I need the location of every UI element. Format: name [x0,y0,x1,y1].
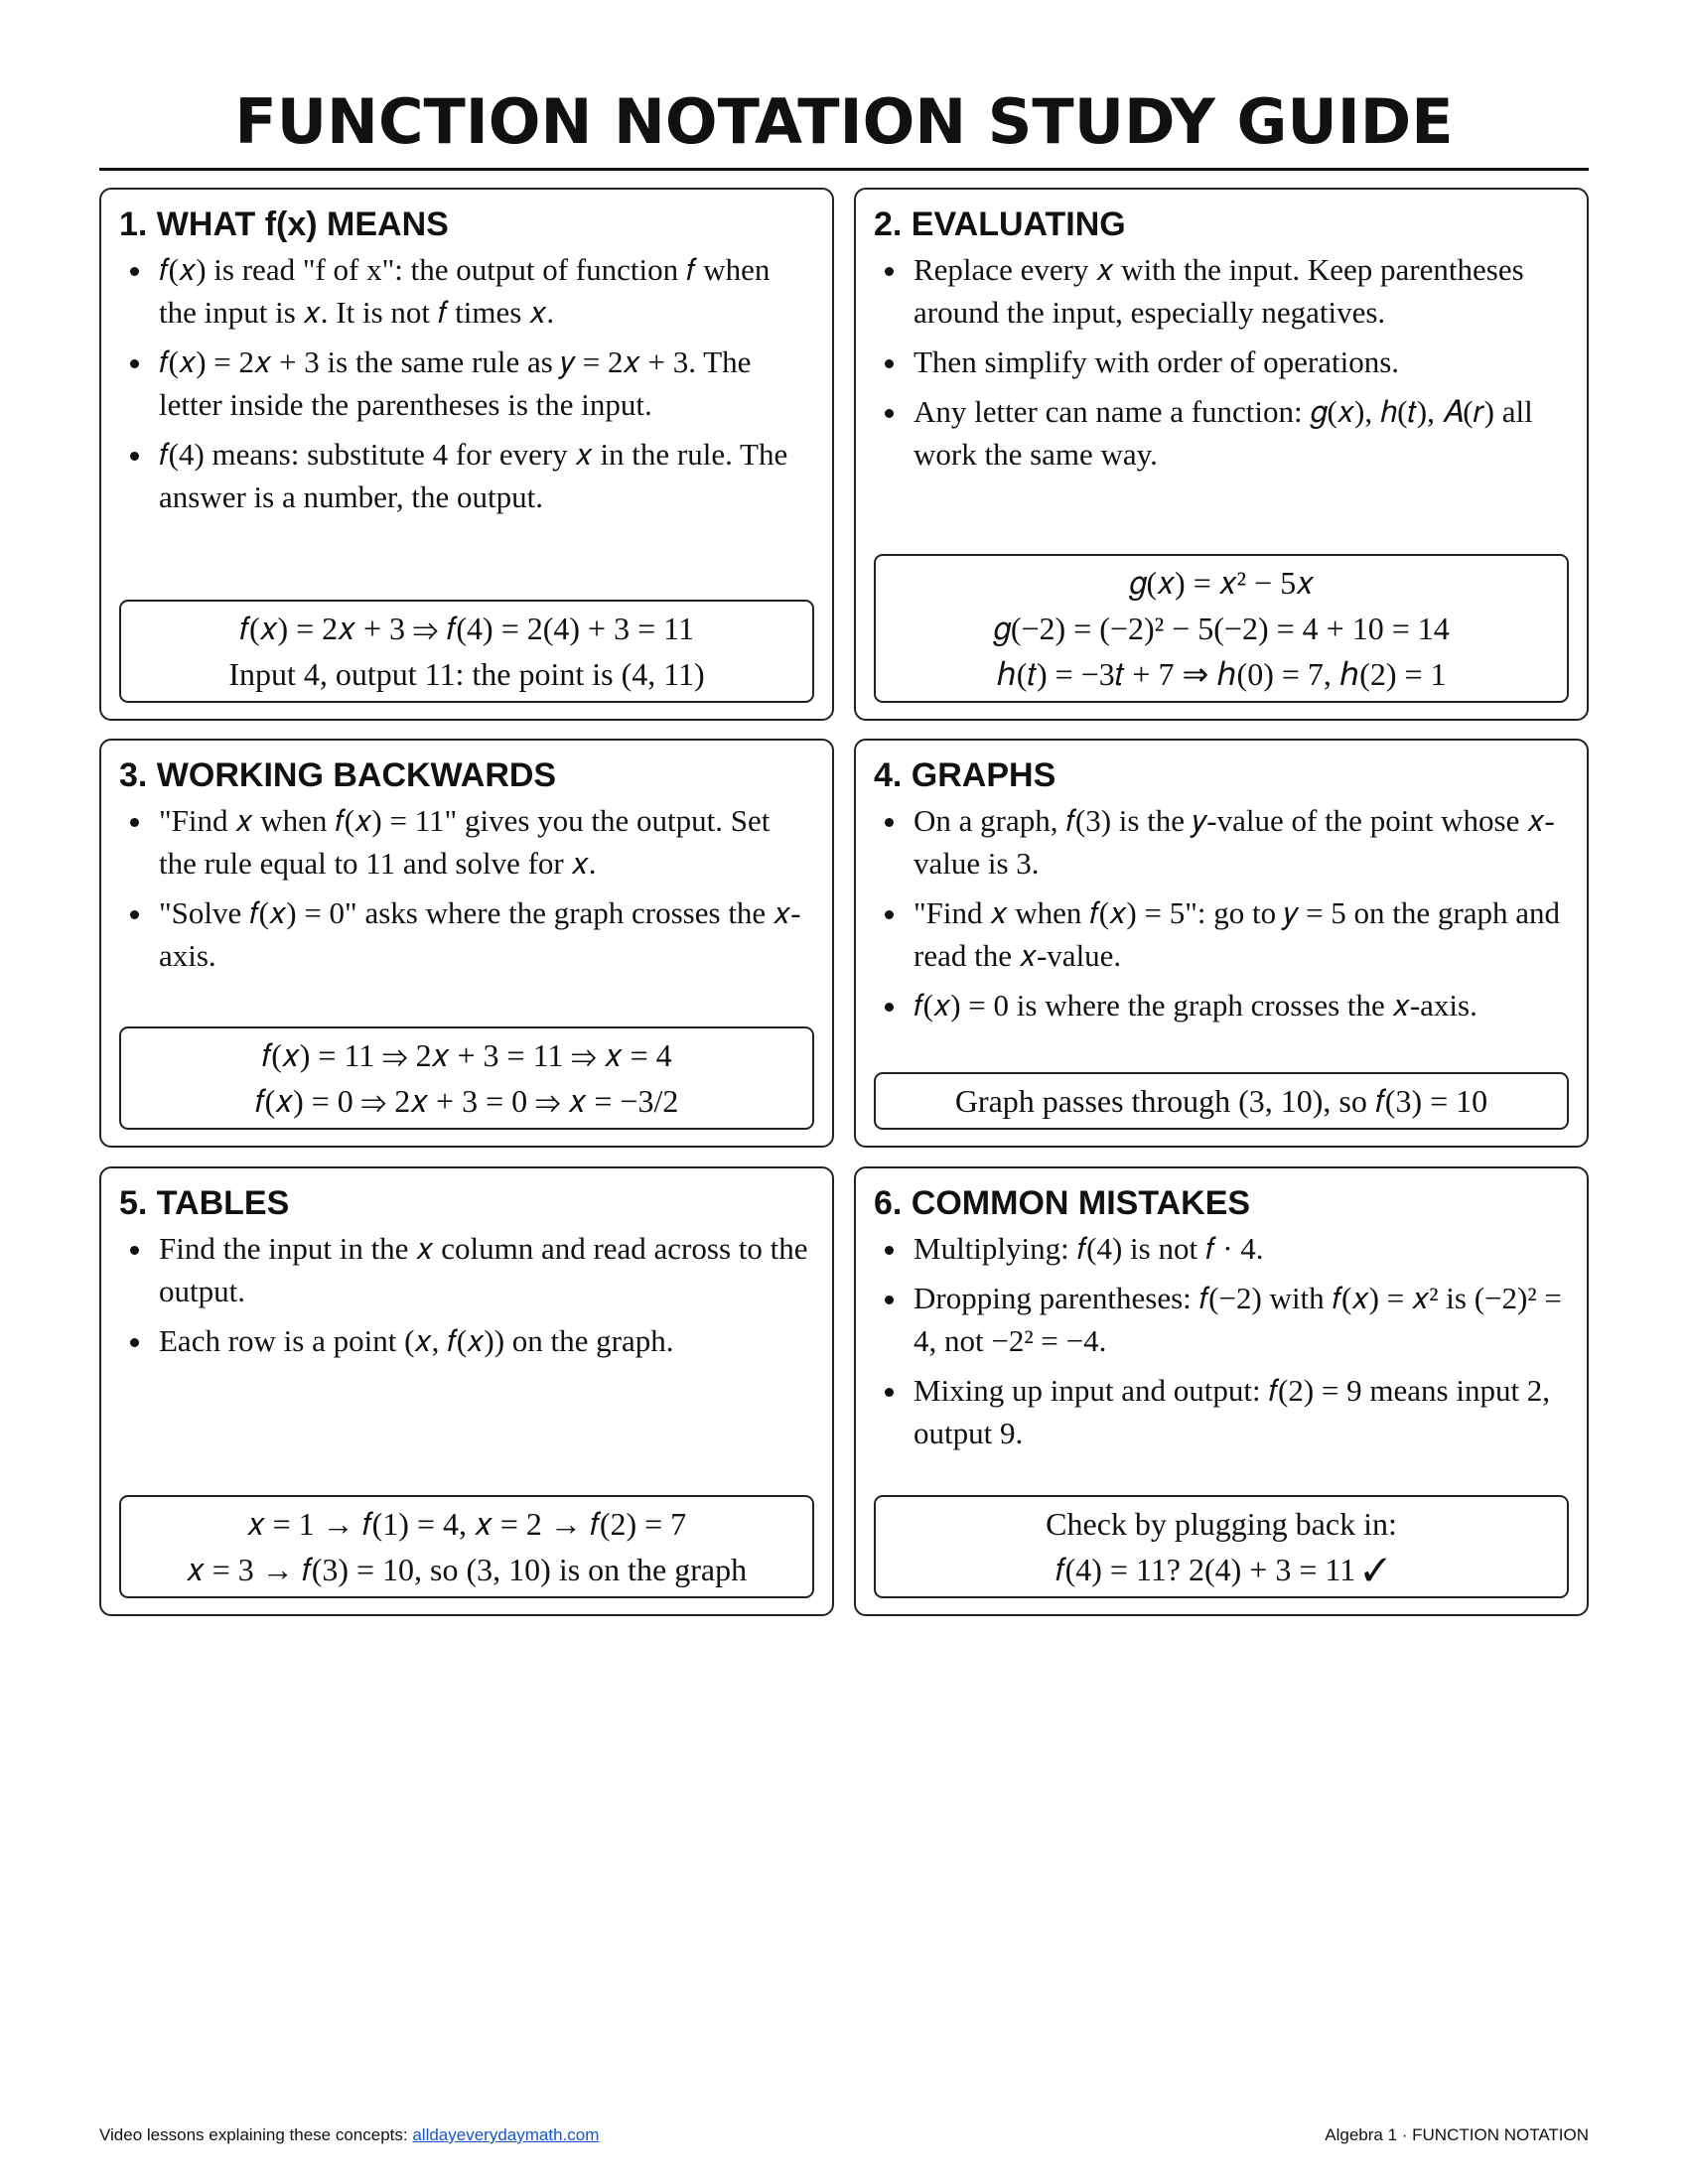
bullet-item: • Each row is a point (𝑥, 𝑓(𝑥)) on the graph. [155,1319,814,1362]
footer-right: Algebra 1 · FUNCTION NOTATION [1325,2125,1589,2144]
example-box [119,1026,814,1130]
bullet-list [119,1227,814,1362]
bullet-item: • "Solve 𝑓(𝑥) = 0" asks where the graph crosses the 𝑥-axis. [155,891,814,977]
section-tables [99,1166,834,1616]
bullet-item: • Any letter can name a function: 𝑔(𝑥), ℎ(𝑡), 𝐴(𝑟) all work the same way. [910,390,1569,476]
example-line: 𝑔(−2) = (−2)² − 5(−2) = 4 + 10 = 14 [993,611,1450,646]
example-line: 𝑓(4) = 11? 2(4) + 3 = 11 ✓ [1055,1552,1388,1587]
section-evaluating [854,188,1589,721]
example-line: 𝑓(𝑥) = 11 ⇒ 2𝑥 + 3 = 11 ⇒ 𝑥 = 4 [261,1037,672,1073]
bullet-list [874,1227,1569,1454]
bullet-list [119,799,814,977]
example-line: ℎ(𝑡) = −3𝑡 + 7 ⇒ ℎ(0) = 7, ℎ(2) = 1 [996,656,1447,692]
bullet-item: • 𝑓(𝑥) is read "f of x": the output of function 𝑓 when the input is 𝑥. It is not 𝑓 times 𝑥. [155,248,814,334]
bullet-item: • 𝑓(𝑥) = 2𝑥 + 3 is the same rule as 𝑦 = 2𝑥 + 3. The letter inside the parentheses is the input. [155,341,814,426]
bullet-list [874,799,1569,1026]
section-common-mistakes [854,1166,1589,1616]
bullet-item: • Mixing up input and output: 𝑓(2) = 9 means input 2, output 9. [910,1369,1569,1454]
title-divider [99,168,1589,171]
bullet-item: • Replace every 𝑥 with the input. Keep parentheses around the input, especially negatives. [910,248,1569,334]
example-box [119,600,814,703]
bullet-item: • 𝑓(𝑥) = 0 is where the graph crosses the 𝑥-axis. [910,984,1569,1026]
section-what-fx-means [99,188,834,721]
example-box [874,1072,1569,1130]
section-heading: 3. WORKING BACKWARDS [119,756,557,794]
bullet-item: • Then simplify with order of operations. [910,341,1569,383]
example-line: 𝑥 = 3 → 𝑓(3) = 10, so (3, 10) is on the graph [186,1552,748,1587]
section-heading: 5. TABLES [119,1184,290,1222]
example-line: 𝑓(𝑥) = 0 ⇒ 2𝑥 + 3 = 0 ⇒ 𝑥 = −3/2 [254,1083,679,1119]
section-graphs [854,739,1589,1148]
bullet-item: • 𝑓(4) means: substitute 4 for every 𝑥 in the rule. The answer is a number, the output. [155,433,814,518]
example-box [874,1495,1569,1598]
bullet-item: • Find the input in the 𝑥 column and read across to the output. [155,1227,814,1312]
example-line: Check by plugging back in: [1046,1506,1397,1542]
section-heading: 4. GRAPHS [874,756,1056,794]
bullet-item: • Dropping parentheses: 𝑓(−2) with 𝑓(𝑥) = 𝑥² is (−2)² = 4, not −2² = −4. [910,1277,1569,1362]
example-line: 𝑔(𝑥) = 𝑥² − 5𝑥 [1128,565,1315,601]
footer-left [99,2125,599,2145]
bullet-item: • Multiplying: 𝑓(4) is not 𝑓 · 4. [910,1227,1569,1270]
page-title: FUNCTION NOTATION STUDY GUIDE [234,85,1454,158]
footer-text: Video lessons explaining these concepts: [99,2125,413,2144]
section-heading: 1. WHAT f(x) MEANS [119,205,449,243]
bullet-item: • "Find 𝑥 when 𝑓(𝑥) = 5": go to 𝑦 = 5 on the graph and read the 𝑥-value. [910,891,1569,977]
example-line: Graph passes through (3, 10), so 𝑓(3) = 10 [954,1083,1488,1119]
bullet-item: • "Find 𝑥 when 𝑓(𝑥) = 11" gives you the output. Set the rule equal to 11 and solve for 𝑥. [155,799,814,885]
footer-link[interactable]: alldayeverydaymath.com [412,2125,600,2144]
example-box [119,1495,814,1598]
section-working-backwards [99,739,834,1148]
section-heading: 6. COMMON MISTAKES [874,1184,1251,1222]
bullet-list [119,248,814,518]
bullet-item: • On a graph, 𝑓(3) is the 𝑦-value of the point whose 𝑥-value is 3. [910,799,1569,885]
example-line: Input 4, output 11: the point is (4, 11) [228,656,705,692]
section-heading: 2. EVALUATING [874,205,1126,243]
bullet-list [874,248,1569,476]
example-line: 𝑥 = 1 → 𝑓(1) = 4, 𝑥 = 2 → 𝑓(2) = 7 [246,1506,687,1542]
example-line: 𝑓(𝑥) = 2𝑥 + 3 ⇒ 𝑓(4) = 2(4) + 3 = 11 [239,611,694,646]
example-box [874,554,1569,703]
